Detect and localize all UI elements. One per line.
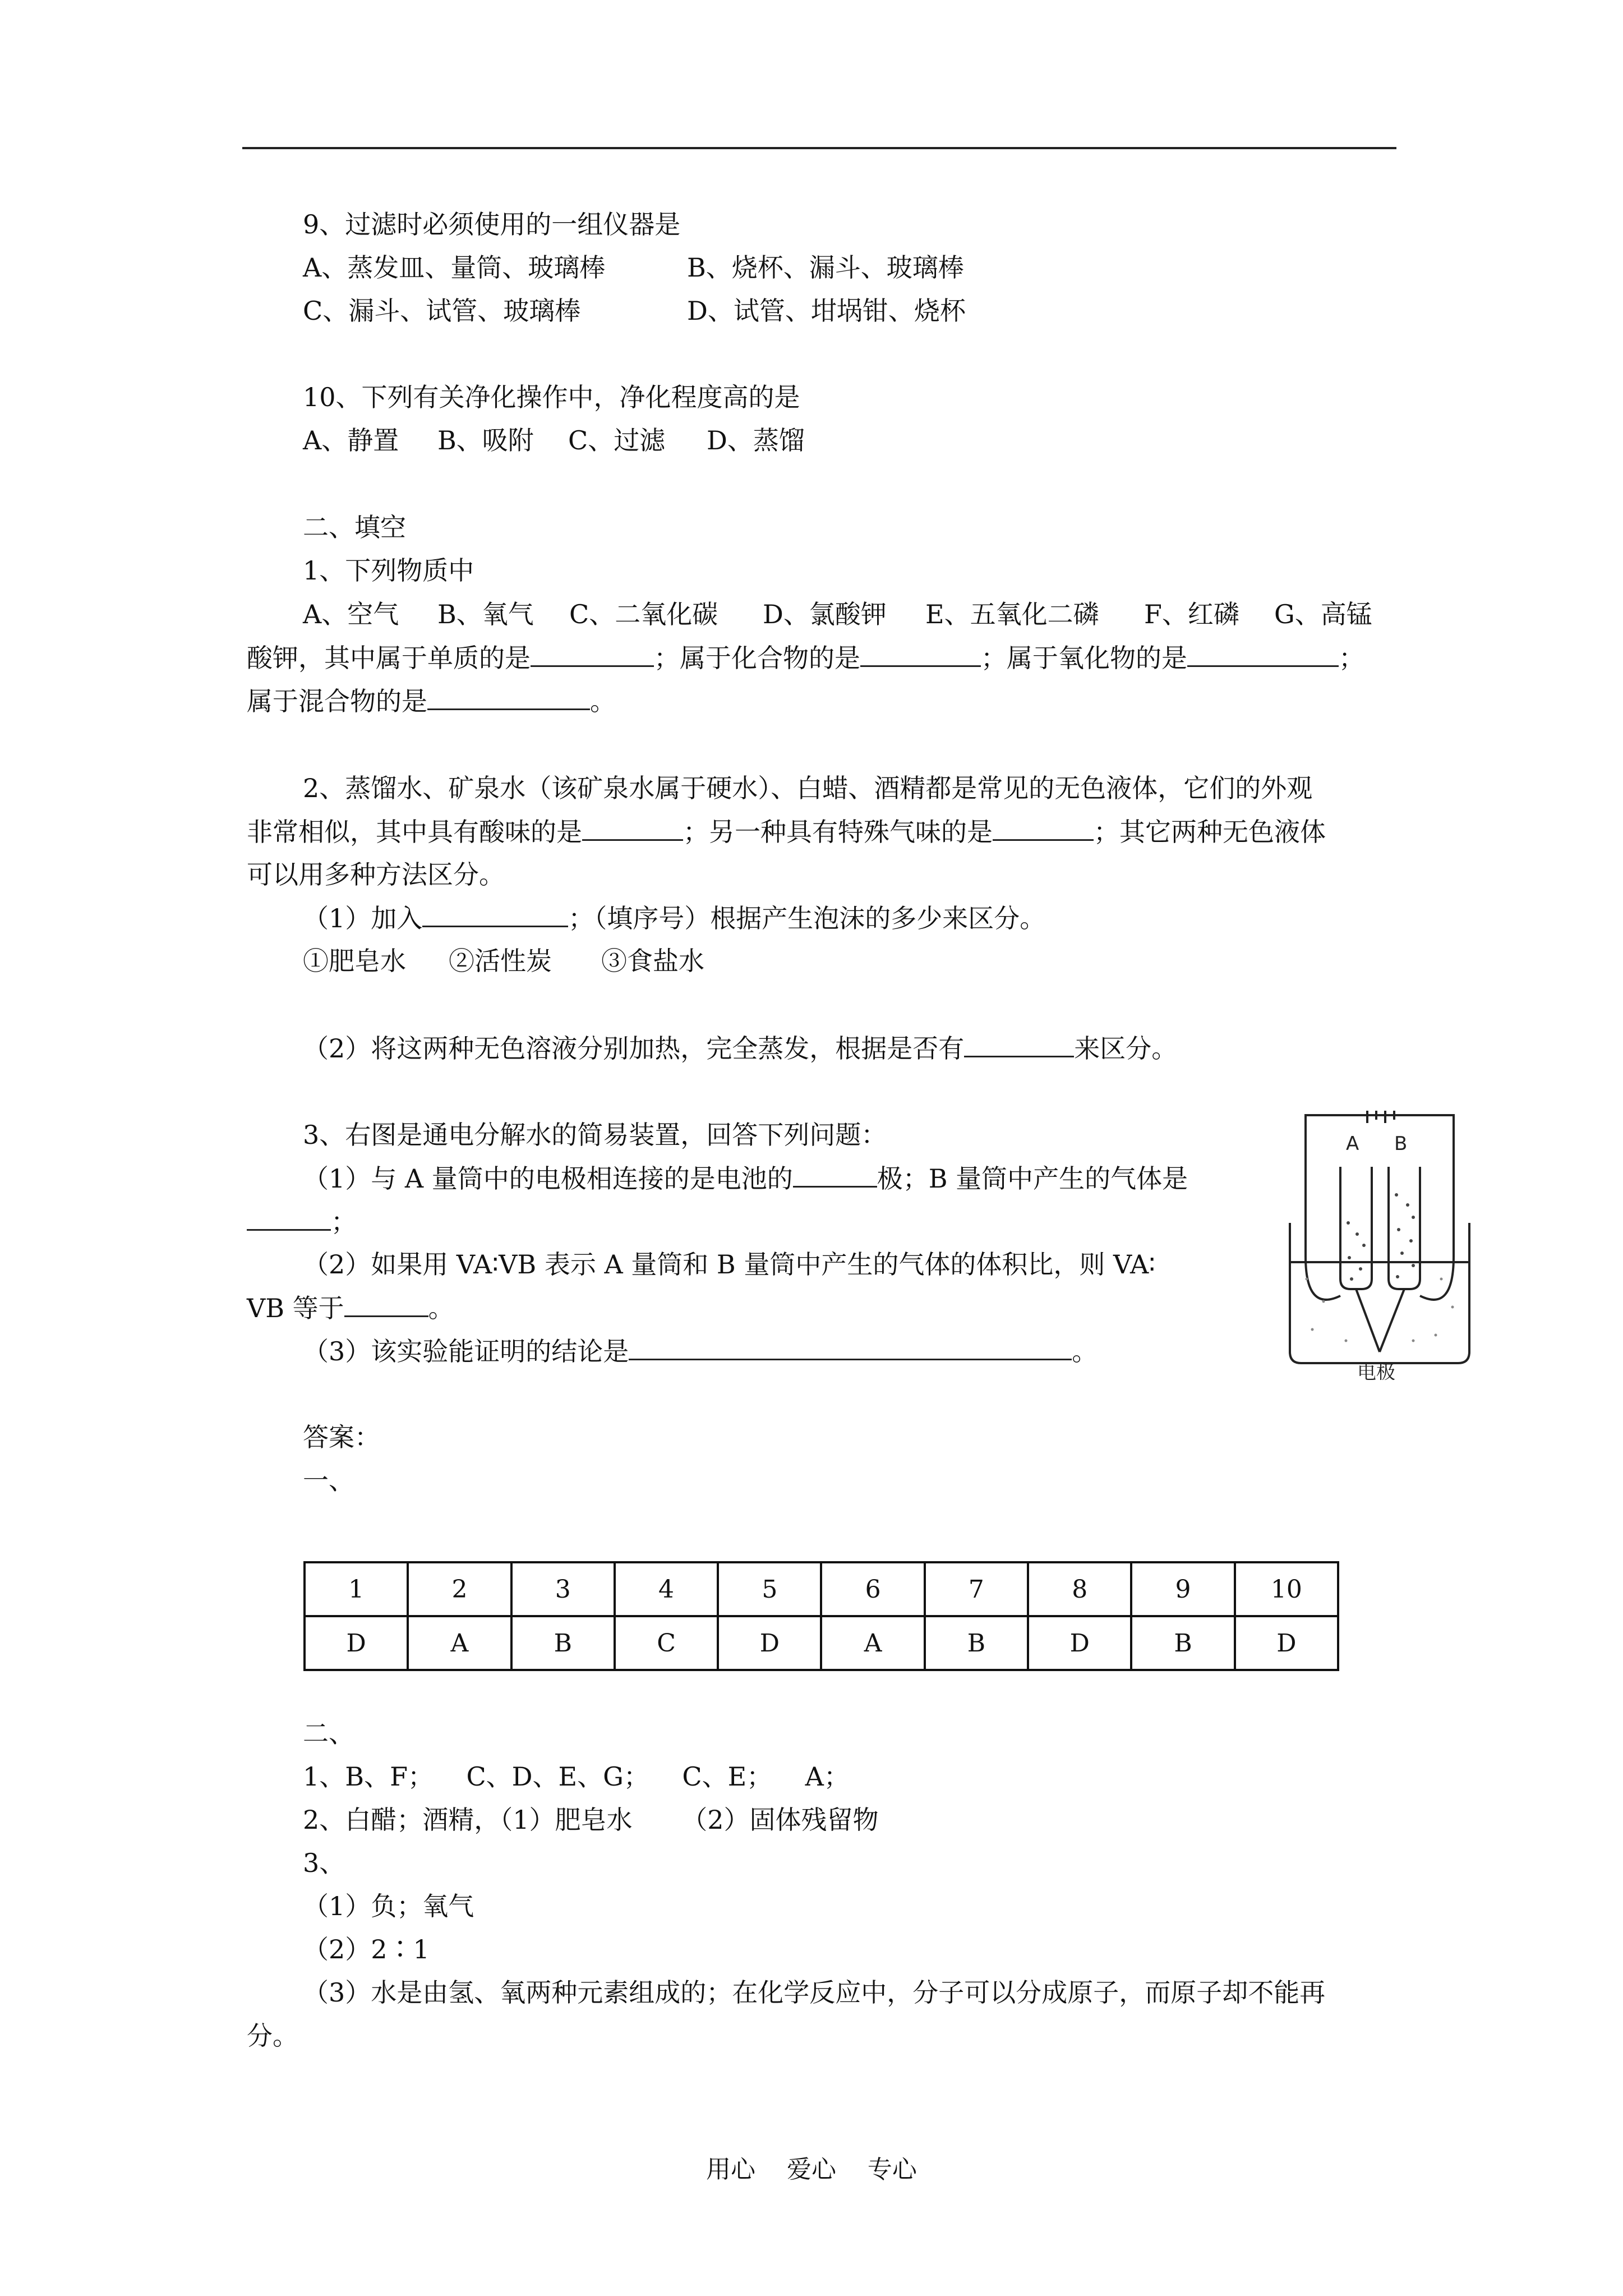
tube-b — [1389, 1167, 1420, 1289]
q10-option-d: D、蒸馏 — [707, 425, 805, 455]
answer-table-number-cell: 6 — [821, 1562, 924, 1616]
answer-2-3: 3、 — [303, 1848, 345, 1878]
fill3-sub2-text-c: 。 — [428, 1293, 454, 1323]
answer-table-number-cell: 5 — [718, 1562, 821, 1616]
page-footer: 用心 爱心 专心 — [706, 2155, 917, 2184]
electrolysis-apparatus-drawing — [1279, 1111, 1481, 1380]
fill1-stem: 1、下列物质中 — [303, 555, 474, 586]
fill2-line2 — [247, 815, 1326, 849]
q9-option-d: D、试管、坩埚钳、烧杯 — [687, 296, 966, 326]
tube-b-water-dots — [1395, 1193, 1415, 1278]
q9-stem: 9、过滤时必须使用的一组仪器是 — [303, 209, 681, 240]
fill2-sub1-text-b: ；（填序号）根据产生泡沫的多少来区分。 — [568, 903, 1046, 933]
answer-table-answer-cell: D — [1028, 1616, 1131, 1670]
fill2-blank-smell[interactable] — [993, 815, 1094, 841]
fill1-option-a: A、空气 — [303, 599, 399, 629]
fill1-line2 — [247, 641, 1364, 675]
fill3-sub1-blank-pole[interactable] — [793, 1161, 877, 1188]
fill1-line3 — [247, 684, 616, 718]
answer-2-3-3-line2: 分。 — [247, 2021, 298, 2051]
fill2-sub1-option-2: ②活性炭 — [449, 946, 552, 976]
fill2-line1: 2、蒸馏水、矿泉水（该矿泉水属于硬水）、白蜡、酒精都是常见的无色液体，它们的外观 — [303, 773, 1313, 803]
answer-table-number-cell: 8 — [1028, 1562, 1131, 1616]
fill2-line3: 可以用多种方法区分。 — [247, 859, 505, 890]
fill2-sub2 — [303, 1031, 1177, 1065]
fill1-option-c: C、二氧化碳 — [569, 599, 718, 629]
electrolysis-apparatus-figure — [1279, 1111, 1481, 1380]
water-trough — [1290, 1223, 1469, 1363]
fill3-sub3-text-b: 。 — [1072, 1336, 1098, 1366]
fill2-sub1 — [303, 901, 1045, 935]
fill1-option-g: G、高锰 — [1274, 599, 1372, 629]
fill3-sub1 — [303, 1161, 1188, 1195]
q10-option-b: B、吸附 — [437, 425, 534, 455]
fill3-sub1-text-b: 极；B 量筒中产生的气体是 — [877, 1163, 1188, 1194]
header-rule — [242, 147, 1396, 149]
answer-table-number-cell: 9 — [1131, 1562, 1234, 1616]
fill3-sub3-text-a: （3）该实验能证明的结论是 — [303, 1336, 629, 1366]
fill1-text-mixtures: 属于混合物的是 — [247, 686, 427, 716]
tube-a-water-dots — [1347, 1221, 1366, 1281]
answer-table-answer-cell: B — [511, 1616, 615, 1670]
fill3-sub1-cont — [247, 1204, 357, 1239]
answer-table-number-cell: 1 — [305, 1562, 408, 1616]
electrode-b — [1380, 1289, 1404, 1352]
fill3-sub3 — [303, 1334, 1098, 1368]
fill1-text-period: 。 — [590, 686, 616, 716]
answer-table-answer-cell: D — [1235, 1616, 1338, 1670]
answer-table-number-cell: 2 — [408, 1562, 511, 1616]
answers-part2-label: 二、 — [303, 1718, 354, 1749]
answers-part1-label: 一、 — [303, 1465, 354, 1496]
answer-table-number-cell: 7 — [925, 1562, 1028, 1616]
fill2-sub1-option-1: ①肥皂水 — [303, 946, 406, 976]
answer-table — [303, 1561, 1339, 1671]
fill2-sub1-text-a: （1）加入 — [303, 903, 423, 933]
fill3-sub3-blank[interactable] — [629, 1334, 1072, 1360]
answer-table-answer-cell: D — [718, 1616, 821, 1670]
answer-table-answer-cell: A — [408, 1616, 511, 1670]
fill1-option-e: E、五氧化二磷 — [925, 599, 1099, 629]
fill3-sub2-blank[interactable] — [344, 1291, 428, 1317]
q10-option-c: C、过滤 — [568, 425, 666, 455]
fill3-sub2: （2）如果用 VA∶VB 表示 A 量筒和 B 量筒中产生的气体的体积比，则 VA∶ — [303, 1249, 1156, 1280]
fill2-sub2-text-b: 来区分。 — [1074, 1033, 1178, 1064]
fill2-blank-sour[interactable] — [582, 815, 683, 841]
figure-label-a: A — [1346, 1133, 1359, 1155]
fill3-sub2-text-b: VB 等于 — [247, 1293, 344, 1323]
fill3-sub1-blank-gas[interactable] — [247, 1204, 331, 1231]
answer-table-answer-cell: C — [615, 1616, 718, 1670]
figure-label-b: B — [1394, 1133, 1408, 1155]
fill3-sub1-text-a: （1）与 A 量筒中的电极相连接的是电池的 — [303, 1163, 793, 1194]
fill2-text-sour: 非常相似，其中具有酸味的是 — [247, 817, 582, 847]
fill3-sub1-text-c: ； — [331, 1207, 357, 1237]
fill1-text-semicolon: ； — [1339, 643, 1364, 673]
fill1-text-elements: 酸钾，其中属于单质的是 — [247, 643, 531, 673]
answer-table-answer-row — [305, 1616, 1338, 1670]
section-2-title: 二、填空 — [303, 512, 406, 542]
trough-water-dots — [1306, 1278, 1454, 1342]
answer-2-3-3-line1: （3）水是由氢、氧两种元素组成的；在化学反应中，分子可以分成原子，而原子却不能再 — [303, 1977, 1326, 2008]
fill1-blank-elements[interactable] — [531, 641, 654, 667]
fill1-option-f: F、红磷 — [1144, 599, 1239, 629]
q9-option-a: A、蒸发皿、量筒、玻璃棒 — [303, 252, 606, 283]
q9-option-b: B、烧杯、漏斗、玻璃棒 — [687, 252, 964, 283]
fill2-text-smell: ；另一种具有特殊气味的是 — [683, 817, 993, 847]
fill1-option-b: B、氧气 — [437, 599, 534, 629]
fill2-sub1-blank[interactable] — [422, 901, 568, 927]
answer-table-number-cell: 10 — [1235, 1562, 1338, 1616]
answer-table-answer-cell: B — [1131, 1616, 1234, 1670]
q10-stem: 10、下列有关净化操作中，净化程度高的是 — [303, 382, 800, 412]
fill1-blank-mixtures[interactable] — [427, 684, 590, 710]
answer-table-answer-cell: B — [925, 1616, 1028, 1670]
fill2-sub2-blank[interactable] — [964, 1031, 1074, 1057]
fill2-sub2-text-a: （2）将这两种无色溶液分别加热，完全蒸发，根据是否有 — [303, 1033, 965, 1064]
answer-table-answer-cell: A — [821, 1616, 924, 1670]
fill1-blank-oxides[interactable] — [1187, 641, 1339, 667]
answer-2-3-2: （2）2∶1 — [303, 1934, 430, 1964]
fill1-blank-compounds[interactable] — [860, 641, 981, 667]
fill2-sub1-option-3: ③食盐水 — [601, 946, 704, 976]
q9-option-c: C、漏斗、试管、玻璃棒 — [303, 296, 581, 326]
figure-label-electrode: 电极 — [1357, 1361, 1395, 1380]
fill3-sub2-cont — [247, 1291, 454, 1325]
fill2-text-rest: ；其它两种无色液体 — [1094, 817, 1326, 847]
electrode-a — [1356, 1289, 1380, 1352]
answer-table-answer-cell: D — [305, 1616, 408, 1670]
answer-2-1: 1、B、F； C、D、E、G； C、E； A； — [303, 1761, 850, 1792]
fill1-text-compounds: ；属于化合物的是 — [654, 643, 860, 673]
q10-option-a: A、静置 — [303, 425, 399, 455]
answer-table-number-cell: 3 — [511, 1562, 615, 1616]
wire-outline — [1306, 1115, 1454, 1257]
fill1-text-oxides: ；属于氧化物的是 — [981, 643, 1187, 673]
answer-2-2: 2、白醋；酒精，（1）肥皂水 （2）固体残留物 — [303, 1805, 879, 1835]
tube-a — [1340, 1167, 1372, 1289]
fill1-option-d: D、氯酸钾 — [763, 599, 887, 629]
answer-2-3-1: （1）负；氧气 — [303, 1891, 474, 1921]
answer-table-number-row — [305, 1562, 1338, 1616]
fill3-stem: 3、右图是通电分解水的简易装置，回答下列问题： — [303, 1120, 887, 1150]
answer-table-number-cell: 4 — [615, 1562, 718, 1616]
answers-title: 答案： — [303, 1422, 380, 1452]
